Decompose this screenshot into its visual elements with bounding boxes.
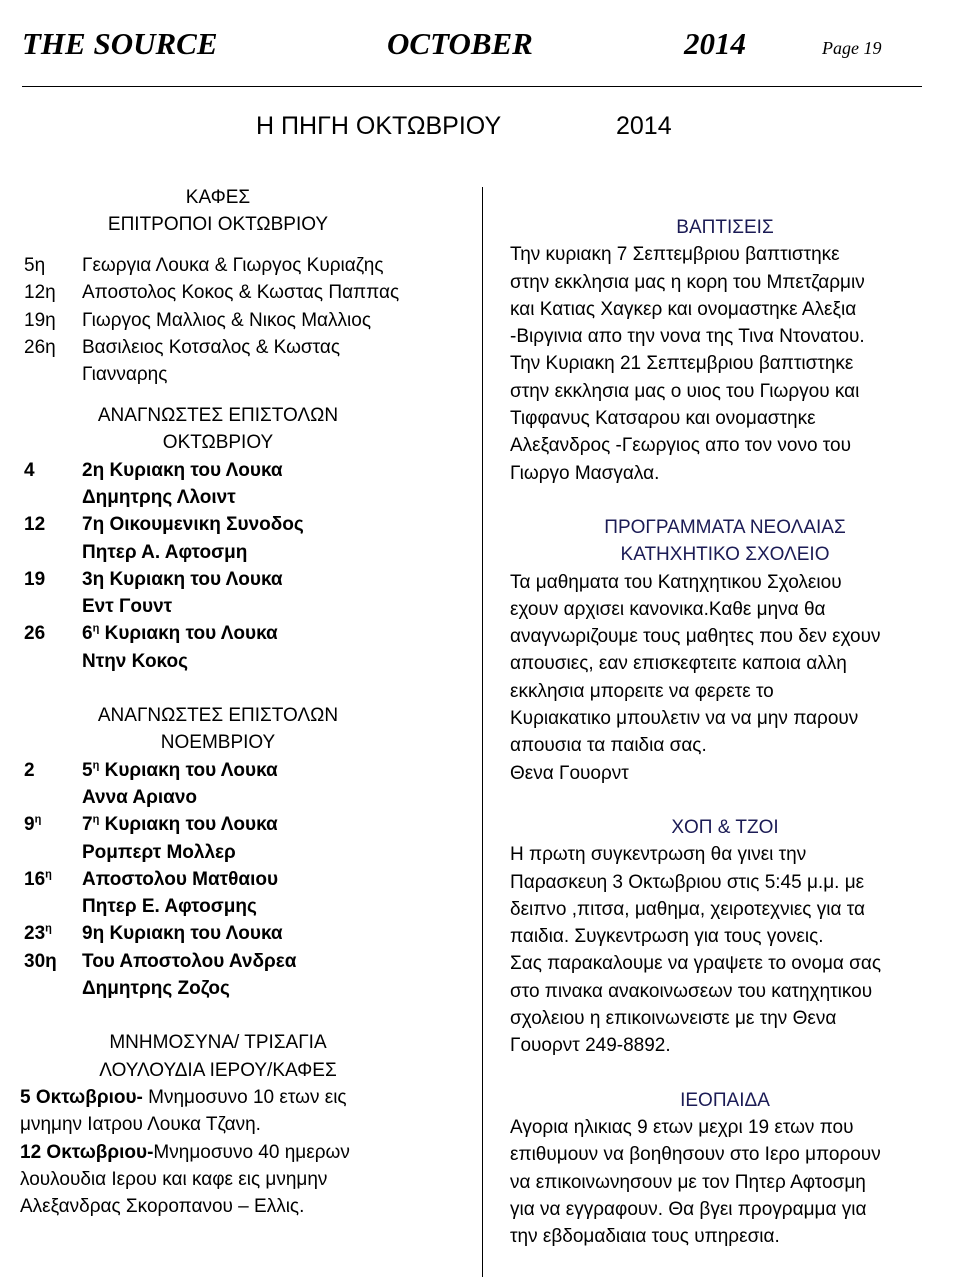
youth-heading-2: ΚΑΤΗΧΗΤΙΚΟ ΣΧΟΛΕΙΟ bbox=[620, 544, 830, 566]
reader-row: $9^\eta$ $7^\eta$ Κυριακη του Λουκα bbox=[24, 813, 278, 836]
readers-oct-heading-1: ΑΝΑΓΝΩΣΤΕΣ ΕΠΙΣΤΟΛΩΝ bbox=[97, 405, 339, 427]
reader-row: 12 7η Οικουμενικη Συνοδος bbox=[24, 514, 304, 536]
coffee-row: 12η Αποστολος Κοκος & Κωστας Παππας bbox=[24, 282, 400, 304]
reader-row: 4 2η Κυριακη του Λουκα bbox=[24, 459, 283, 481]
coffee-row-cont: Γιανναρης bbox=[82, 364, 168, 386]
header-rule bbox=[22, 86, 922, 87]
reader-row: $16^\eta$ Αποστολου Ματθαιου bbox=[24, 868, 279, 890]
reader-row: 2 $5^\eta$ Κυριακη του Λουκα bbox=[24, 759, 278, 781]
reader-row: 30η Του Αποστολου Ανδρεα bbox=[24, 950, 297, 972]
memorial-heading-1: ΜΝΗΜΟΣΥΝΑ/ ΤΡΙΣΑΓΙΑ bbox=[109, 1032, 327, 1054]
reader-name: Δημητρης Λλοιντ bbox=[82, 486, 236, 508]
page-number: Page 19 bbox=[822, 38, 882, 58]
baptisms-text: Την κυριακη 7 Σεπτεμβριου βαπτιστηκε στην εκκλησια μας η κορη του Μπετζαρμιν και Κατιας Χαγκερ και ονομαστηκε Αλεξια -Βιργινια απο την νονα της Τινα Ντονατου. Την Κυριακη 21 Σεπτεμβριου βαπτιστηκε στην εκκλησια μας ο υιος του Γιωργου και Τιφφανυς Κατσαρου και ονομαστηκε Αλεξανδρος -Γεωργιος απο τον νονο του Γιωργο Μασγαλα. bbox=[510, 244, 865, 484]
right-column bbox=[510, 214, 940, 1250]
reader-name: Εντ Γουντ bbox=[82, 596, 173, 618]
coffee-row: 5η Γεωργια Λουκα & Γιωργος Κυριαζης bbox=[24, 255, 384, 277]
reader-row: $23^\eta$ 9η Κυριακη του Λουκα bbox=[24, 923, 283, 945]
altar-boys-heading: ΙΕΟΠΑΙΔΑ bbox=[680, 1089, 770, 1111]
hop-joy-text: Η πρωτη συγκεντρωση θα γινει την Παρασκευη 3 Οκτωβριου στις 5:45 μ.μ. με δειπνο ,πιτσα, μαθημα, χειροτεχνιες για τα παιδια. Συγκεντρωση για τους γονεις. Σας παρακαλουμε να γραψετε το ονομα σας στο πινακα ανακοινωσεων του κατηχητικου σχολειου η επικοινωνειστε με την Θενα Γουορντ 249-8892. bbox=[510, 844, 882, 1057]
baptisms-heading: ΒΑΠΤΙΣΕΙΣ bbox=[676, 217, 774, 238]
memorial-entry: 12 Οκτωβριου-Μνημοσυνο 40 ημερων bbox=[20, 1141, 350, 1163]
memorial-entry-cont: μνημην Ιατρου Λουκα Τζανη. bbox=[20, 1114, 261, 1136]
reader-name: Αννα Αριανο bbox=[82, 786, 198, 808]
memorial-entry: 5 Οκτωβριου- Μνημοσυνο 10 ετων εις bbox=[20, 1086, 347, 1108]
coffee-row: 26η Βασιλειος Κοτσαλος & Κωστας bbox=[24, 336, 341, 358]
memorial-heading-2: ΛΟΥΛΟΥΔΙΑ ΙΕΡΟΥ/ΚΑΦΕΣ bbox=[99, 1059, 337, 1081]
title-year: 2014 bbox=[616, 112, 672, 140]
reader-name: Πητερ Ε. Αφτοσμης bbox=[82, 896, 257, 918]
reader-name: Ντην Κοκος bbox=[82, 650, 188, 672]
reader-row: 19 3η Κυριακη του Λουκα bbox=[24, 568, 283, 590]
column-divider bbox=[482, 187, 483, 1277]
readers-nov-heading-2: ΝΟΕΜΒΡΙΟΥ bbox=[160, 732, 276, 754]
reader-row: 26 $6^\eta$ Κυριακη του Λουκα bbox=[24, 623, 278, 645]
altar-boys-text: Αγορια ηλικιας 9 ετων μεχρι 19 ετων που επιθυμουν να βοηθησουν στο Ιερο μπορουν να επικοινωνησουν με τον Πητερ Αφτοσμη για να εγγραφουν. Θα βγει προγραμμα για την εβδομαδιαια τους υπηρεσια. bbox=[510, 1116, 881, 1248]
reader-name: Δημητρης Ζοζος bbox=[82, 978, 230, 1000]
page-header bbox=[22, 22, 922, 72]
reader-name: Πητερ Α. Αφτοσμη bbox=[82, 541, 248, 563]
memorial-entry-cont: Αλεξανδρας Σκοροπανου – Ελλις. bbox=[20, 1196, 305, 1218]
memorial-entry-cont: λουλουδια Ιερου και καφε εις μνημην bbox=[20, 1168, 328, 1190]
youth-heading-1: ΠΡΟΓΡΑΜΜΑΤΑ ΝΕΟΛΑΙΑΣ bbox=[604, 516, 846, 538]
coffee-heading-1: ΚΑΦΕΣ bbox=[185, 187, 251, 208]
left-column bbox=[20, 184, 466, 1220]
reader-name: Ρομπερτ Μολλερ bbox=[82, 841, 236, 863]
coffee-heading-2: ΕΠΙΤΡΟΠΟΙ ΟΚΤΩΒΡΙΟΥ bbox=[107, 214, 329, 236]
coffee-row: 19η Γιωργος Μαλλιος & Νικος Μαλλιος bbox=[24, 309, 371, 331]
youth-text: Τα μαθηματα του Κατηχητικου Σχολειου εχουν αρχισει κανονικα.Καθε μηνα θα αναγνωριζουμε τους μαθητες που δεν εχουν απουσιες, εαν επισκεφτειτε καποια αλλη εκκλησια μπορειτε να φερετε το Κυριακατικο μπουλετιν να να μην παρουν απουσια τα παιδια σας. Θενα Γουορντ bbox=[510, 571, 881, 784]
hop-joy-heading: ΧΟΠ & ΤΖΟΙ bbox=[671, 816, 779, 838]
page-title bbox=[256, 112, 706, 152]
readers-oct-heading-2: ΟΚΤΩΒΡΙΟΥ bbox=[162, 432, 274, 454]
readers-nov-heading-1: ΑΝΑΓΝΩΣΤΕΣ ΕΠΙΣΤΟΛΩΝ bbox=[97, 705, 339, 727]
newsletter-name: THE SOURCE bbox=[22, 26, 218, 61]
header-year: 2014 bbox=[684, 26, 746, 61]
title-main: Η ΠΗΓΗ ΟΚΤΩΒΡΙΟΥ bbox=[256, 112, 502, 140]
header-month: OCTOBER bbox=[387, 26, 533, 61]
